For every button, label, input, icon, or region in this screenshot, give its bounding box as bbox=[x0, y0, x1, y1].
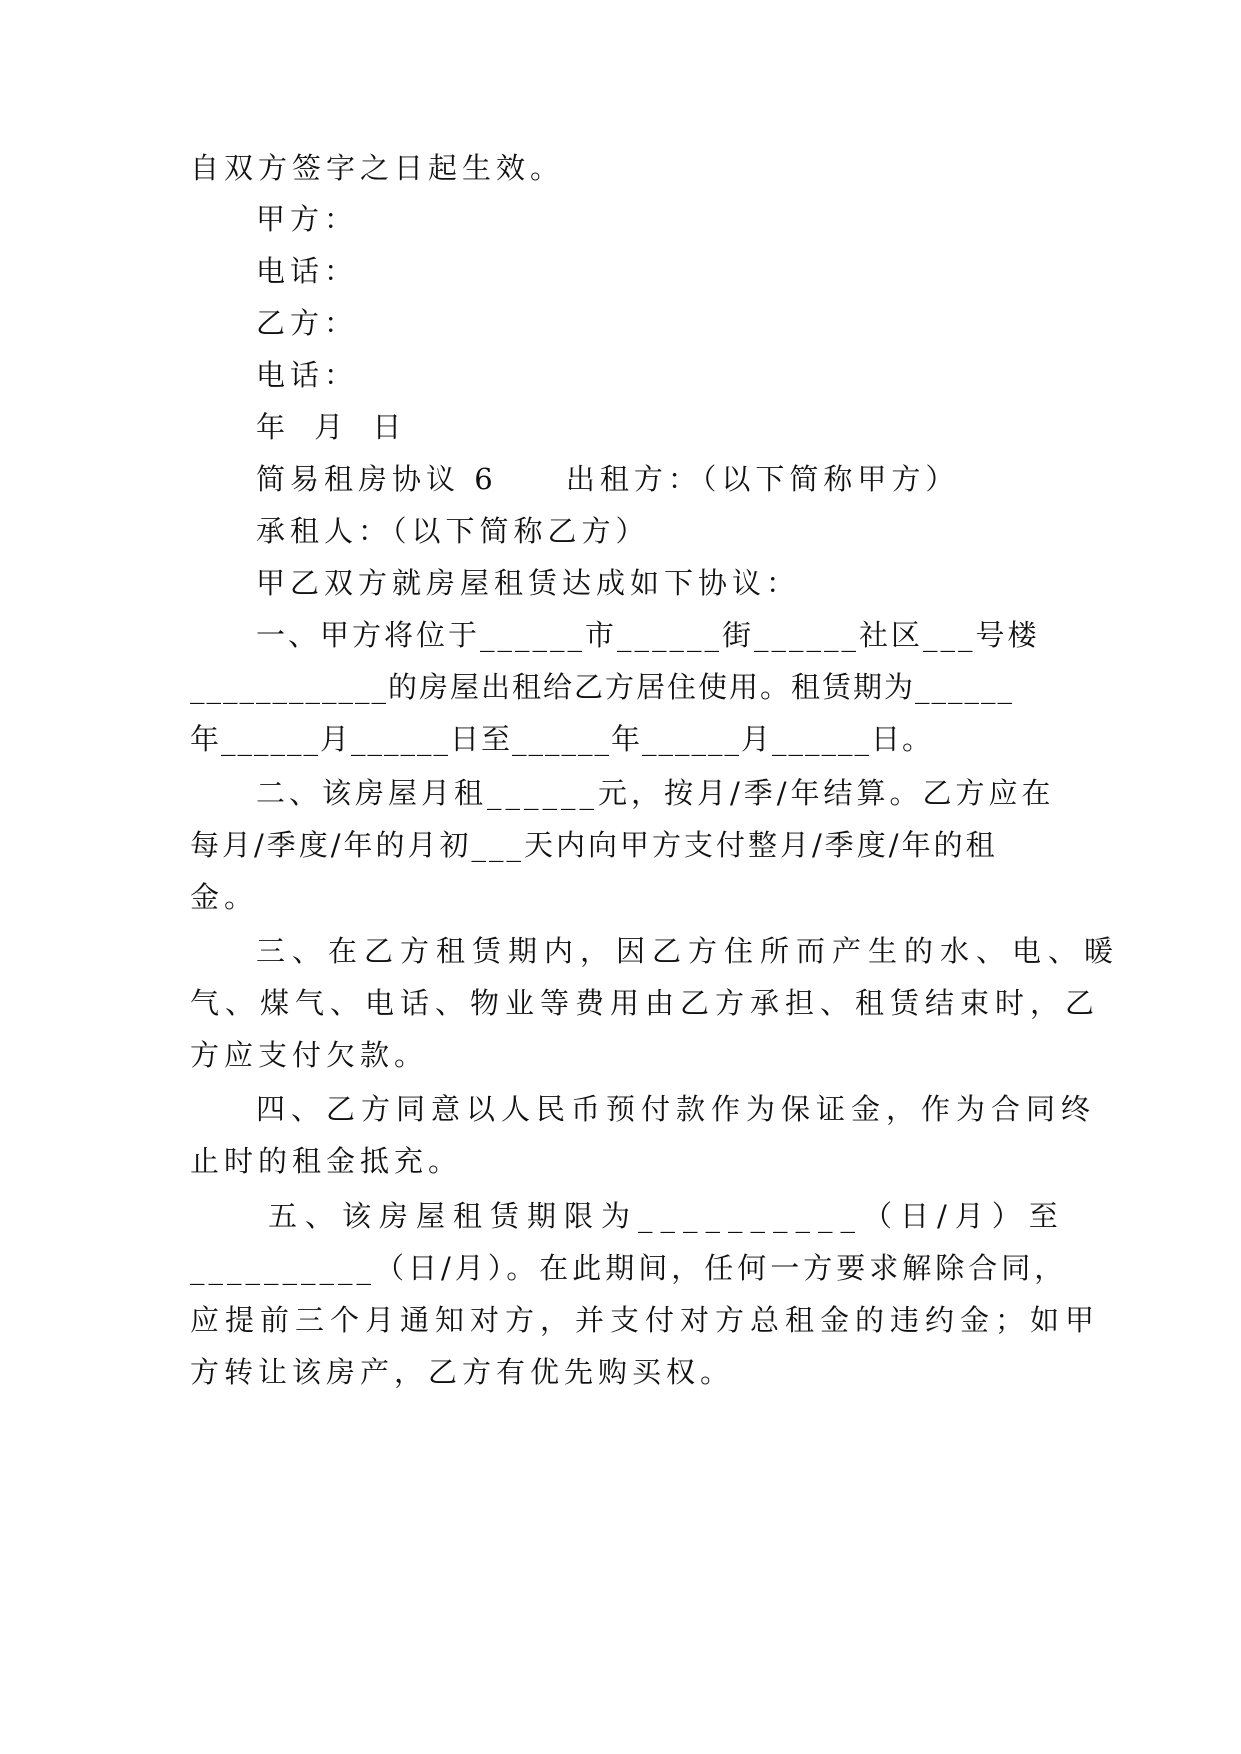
clause-3-line: 方应支付欠款。 bbox=[190, 1038, 429, 1072]
clause-1-line: 一、甲方将位于______市______街______社区___号楼 bbox=[256, 618, 1040, 652]
clause-4-line: 四、乙方同意以人民币预付款作为保证金，作为合同终 bbox=[256, 1092, 1097, 1126]
text-line: 自双方签字之日起生效。 bbox=[190, 151, 565, 185]
clause-4-line: 止时的租金抵充。 bbox=[190, 1144, 463, 1178]
clause-1-line: 年______月______日至______年______月______日。 bbox=[190, 722, 934, 756]
date-line: 年 月 日 bbox=[256, 410, 407, 444]
clause-2-line: 二、该房屋月租______元，按月/季/年结算。乙方应在 bbox=[256, 776, 1055, 810]
agreement-title: 简易租房协议 6 bbox=[256, 462, 498, 496]
text-line: 甲乙双方就房屋租赁达成如下协议： bbox=[256, 566, 801, 600]
phone-label: 电话： bbox=[256, 254, 359, 288]
clause-2-line: 每月/季度/年的月初___天内向甲方支付整月/季度/年的租 bbox=[190, 828, 998, 862]
clause-2-line: 金。 bbox=[190, 880, 259, 914]
party-a-label: 甲方： bbox=[256, 202, 359, 236]
party-b-label: 乙方： bbox=[256, 306, 359, 340]
clause-1-line: ____________的房屋出租给乙方居住使用。租赁期为______ bbox=[190, 670, 1015, 704]
clause-5-line: 应提前三个月通知对方，并支付对方总租金的违约金；如甲 bbox=[190, 1303, 1101, 1337]
clause-5-line: 方转让该房产，乙方有优先购买权。 bbox=[190, 1355, 735, 1389]
clause-5-line: __________（日/月）。在此期间，任何一方要求解除合同， bbox=[190, 1251, 1068, 1285]
clause-3-line: 三、在乙方租赁期内，因乙方住所而产生的水、电、暖 bbox=[256, 934, 1121, 968]
clause-5-line: 五、该房屋租赁期限为__________（日/月）至 bbox=[268, 1199, 1066, 1233]
agreement-title-line bbox=[256, 459, 1048, 499]
lessee-label: 承租人：（以下简称乙方） bbox=[256, 514, 650, 548]
clause-3-line: 气、煤气、电话、物业等费用由乙方承担、租赁结束时，乙 bbox=[190, 986, 1101, 1020]
phone-label: 电话： bbox=[256, 358, 359, 392]
lessor-label: 出租方：（以下简称甲方） bbox=[565, 462, 960, 496]
